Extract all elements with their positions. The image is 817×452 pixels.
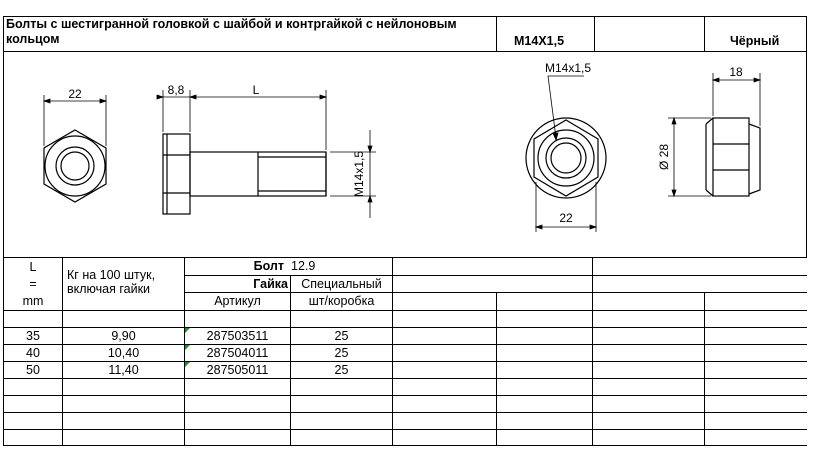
bolt-front-dimension [44, 95, 106, 146]
bolt-front-view [44, 130, 106, 202]
nut-side-view [706, 118, 760, 196]
product-code: M14X1,5 [514, 34, 565, 48]
article-header: Артикул [214, 294, 261, 308]
dim-bolt-head-width: 22 [68, 87, 82, 101]
dim-nut-thread: M14x1,5 [544, 61, 592, 75]
col-l-line1: L [29, 260, 37, 274]
row3-length: 50 [26, 363, 40, 377]
row1-weight: 9,90 [111, 329, 136, 343]
row2-article: 287504011 [206, 346, 269, 360]
nut-front-dimensions [536, 76, 596, 232]
dim-nut-height: 18 [729, 65, 743, 79]
bolt-side-view [163, 134, 326, 214]
dim-bolt-head-height: 8,8 [167, 83, 185, 97]
row1-pack: 25 [334, 329, 349, 343]
col-l-line2: = [29, 277, 37, 291]
dim-bolt-length: L [252, 83, 260, 97]
nut-front-view [526, 118, 606, 198]
row2-weight: 10,40 [107, 346, 140, 360]
row2-pack: 25 [334, 346, 349, 360]
product-title: Болты с шестигранной головкой с шайбой и контргайкой с нейлоновым кольцом [6, 17, 457, 46]
bolt-value: 12.9 [291, 259, 316, 273]
nut-label: Гайка [253, 277, 288, 291]
row3-article: 287505011 [206, 363, 269, 377]
nut-side-dimensions [668, 73, 760, 196]
row2-length: 40 [26, 346, 40, 360]
dim-nut-diameter: Ø 28 [657, 143, 671, 171]
col-l-line3: mm [22, 294, 44, 308]
row1-article: 287503511 [206, 329, 269, 343]
col-kg-header: Кг на 100 штук, включая гайки [67, 268, 156, 296]
row3-weight: 11,40 [108, 363, 139, 377]
row3-pack: 25 [334, 363, 349, 377]
pack-header: шт/коробка [308, 294, 375, 308]
nut-value: Специальный [301, 277, 382, 291]
dim-nut-width: 22 [559, 211, 573, 225]
product-color: Чёрный [730, 34, 780, 48]
row1-length: 35 [26, 329, 40, 343]
bolt-label: Болт [253, 259, 284, 273]
dim-bolt-thread: M14x1,5 [352, 150, 366, 198]
